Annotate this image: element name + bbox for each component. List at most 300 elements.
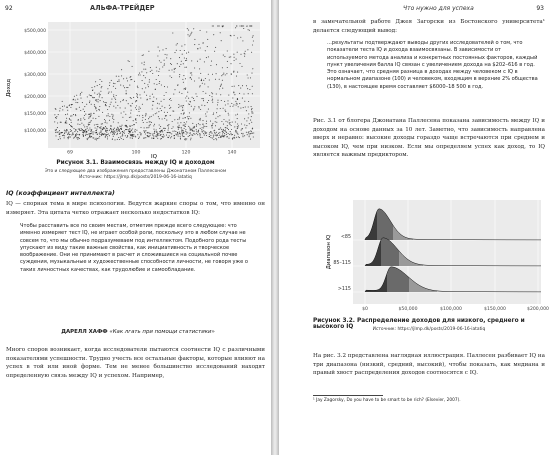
scatter-point — [149, 135, 150, 136]
scatter-point — [143, 122, 144, 123]
scatter-point — [184, 128, 185, 129]
scatter-point — [167, 112, 168, 113]
scatter-point — [109, 85, 110, 86]
scatter-point — [193, 127, 194, 128]
scatter-point — [228, 95, 229, 96]
scatter-point — [156, 134, 157, 135]
scatter-point — [100, 94, 101, 95]
scatter-point — [174, 71, 175, 72]
scatter-point — [174, 130, 175, 131]
scatter-point — [201, 129, 202, 130]
scatter-point — [84, 126, 85, 127]
scatter-point — [160, 108, 161, 109]
scatter-point — [190, 101, 191, 102]
scatter-point — [237, 114, 238, 115]
left-quote-block: Чтобы расставить все по своим местам, отметим прежде всего следующее: что именно измеряет тест IQ, не играет особой роли, поскольку это в любом случае не совсем то, что мы обычно подразумеваем под интеллектом. Подобного рода тесты упускают из виду такие важные свойства, как инициативность и творческое воображение. Они не принимают в расчет и сложившиеся на социальной почве суждения, музыкальные и художественные способности личности, не говоря уже о таких личностных качествах, как трудолюбие и самообладание. — [20, 223, 248, 273]
scatter-point — [248, 101, 249, 102]
scatter-point — [252, 44, 253, 45]
scatter-point — [236, 76, 237, 77]
scatter-point — [159, 68, 160, 69]
scatter-point — [123, 139, 124, 140]
scatter-point — [179, 76, 180, 77]
scatter-point — [215, 125, 216, 126]
scatter-point — [96, 101, 97, 102]
scatter-point — [200, 47, 201, 48]
scatter-point — [136, 105, 137, 106]
scatter-point — [109, 106, 110, 107]
scatter-point — [152, 73, 153, 74]
scatter-point — [160, 62, 161, 63]
scatter-point — [122, 135, 123, 136]
scatter-point — [57, 127, 58, 128]
scatter-point — [204, 61, 205, 62]
scatter-point — [191, 79, 192, 80]
scatter-point — [227, 67, 228, 68]
scatter-point — [144, 127, 145, 128]
scatter-point — [139, 132, 140, 133]
scatter-point — [228, 114, 229, 115]
scatter-point — [102, 129, 103, 130]
scatter-point — [145, 114, 146, 115]
scatter-point — [238, 125, 239, 126]
scatter-point — [145, 69, 146, 70]
scatter-point — [128, 133, 129, 134]
scatter-point — [203, 126, 204, 127]
scatter-point — [185, 131, 186, 132]
scatter-point — [202, 43, 203, 44]
scatter-point — [133, 120, 134, 121]
scatter-point — [128, 129, 129, 130]
scatter-point — [200, 73, 201, 74]
scatter-point — [194, 134, 195, 135]
scatter-point — [159, 50, 160, 51]
scatter-point — [75, 99, 76, 100]
scatter-point — [198, 123, 199, 124]
scatter-point — [95, 139, 96, 140]
scatter-point — [232, 86, 233, 87]
scatter-point — [138, 111, 139, 112]
scatter-point — [151, 122, 152, 123]
scatter-point — [148, 86, 149, 87]
scatter-point — [58, 139, 59, 140]
scatter-point — [59, 110, 60, 111]
scatter-point — [229, 122, 230, 123]
scatter-point — [182, 134, 183, 135]
scatter-point — [241, 133, 242, 134]
scatter-point — [231, 103, 232, 104]
scatter-point — [235, 114, 236, 115]
scatter-point — [123, 111, 124, 112]
scatter-point — [180, 122, 181, 123]
scatter-point — [199, 68, 200, 69]
scatter-point — [158, 116, 159, 117]
scatter-point — [79, 130, 80, 131]
scatter-point — [206, 132, 207, 133]
y-tick-label: $300,000 — [24, 72, 46, 78]
scatter-point — [189, 127, 190, 128]
scatter-point — [159, 60, 160, 61]
scatter-point — [223, 130, 224, 131]
scatter-point — [127, 135, 128, 136]
scatter-point — [78, 119, 79, 120]
scatter-point — [178, 104, 179, 105]
density-chart — [325, 196, 549, 316]
scatter-point — [129, 117, 130, 118]
scatter-point — [200, 30, 201, 31]
scatter-point — [143, 69, 144, 70]
y-tick-label: $500,000 — [24, 28, 46, 34]
scatter-point — [111, 102, 112, 103]
scatter-point — [138, 74, 139, 75]
scatter-point — [65, 130, 66, 131]
scatter-point — [56, 118, 57, 119]
scatter-point — [127, 87, 128, 88]
scatter-point — [140, 97, 141, 98]
scatter-point — [226, 134, 227, 135]
scatter-point — [109, 135, 110, 136]
scatter-point — [188, 30, 189, 31]
scatter-point — [212, 100, 213, 101]
scatter-point — [171, 133, 172, 134]
scatter-point — [230, 63, 231, 64]
scatter-point — [131, 79, 132, 80]
scatter-point — [206, 123, 207, 124]
scatter-point — [102, 123, 103, 124]
scatter-point — [106, 115, 107, 116]
scatter-point — [154, 131, 155, 132]
scatter-point — [121, 138, 122, 139]
scatter-point — [135, 107, 136, 108]
scatter-point — [234, 135, 235, 136]
scatter-point — [117, 131, 118, 132]
scatter-point — [145, 119, 146, 120]
scatter-point — [89, 135, 90, 136]
scatter-point — [233, 92, 234, 93]
x-tick-label: $0 — [362, 307, 368, 312]
scatter-point — [156, 79, 157, 80]
scatter-point — [216, 122, 217, 123]
scatter-point — [71, 104, 72, 105]
scatter-point — [67, 114, 68, 115]
scatter-point — [175, 134, 176, 135]
scatter-point — [154, 124, 155, 125]
scatter-point — [219, 115, 220, 116]
scatter-point — [203, 130, 204, 131]
scatter-point — [236, 103, 237, 104]
scatter-point — [212, 102, 213, 103]
scatter-point — [200, 85, 201, 86]
scatter-point — [229, 57, 230, 58]
scatter-point — [71, 130, 72, 131]
scatter-point — [182, 79, 183, 80]
scatter-point — [73, 138, 74, 139]
scatter-point — [61, 132, 62, 133]
scatter-point — [249, 89, 250, 90]
scatter-point — [196, 124, 197, 125]
scatter-point — [191, 106, 192, 107]
scatter-point — [184, 136, 185, 137]
scatter-point — [227, 125, 228, 126]
scatter-point — [183, 88, 184, 89]
scatter-point — [175, 131, 176, 132]
scatter-point — [208, 74, 209, 75]
scatter-point — [137, 134, 138, 135]
scatter-point — [98, 101, 99, 102]
scatter-point — [205, 133, 206, 134]
scatter-point — [99, 79, 100, 80]
scatter-point — [216, 112, 217, 113]
scatter-point — [194, 126, 195, 127]
scatter-point — [245, 127, 246, 128]
scatter-point — [152, 108, 153, 109]
scatter-point — [193, 98, 194, 99]
scatter-point — [114, 128, 115, 129]
scatter-point — [180, 64, 181, 65]
scatter-point — [177, 126, 178, 127]
scatter-point — [105, 136, 106, 137]
scatter-point — [147, 84, 148, 85]
scatter-point — [176, 50, 177, 51]
scatter-point — [183, 75, 184, 76]
scatter-point — [83, 136, 84, 137]
scatter-point — [245, 51, 246, 52]
scatter-point — [80, 118, 81, 119]
scatter-point — [203, 100, 204, 101]
scatter-point — [129, 131, 130, 132]
scatter-point — [176, 44, 177, 45]
scatter-point — [94, 124, 95, 125]
x-tick-label: 120 — [181, 150, 191, 156]
scatter-point — [92, 131, 93, 132]
scatter-point — [174, 138, 175, 139]
scatter-point — [119, 139, 120, 140]
scatter-point — [179, 118, 180, 119]
scatter-point — [180, 50, 181, 51]
scatter-point — [228, 113, 229, 114]
scatter-point — [71, 134, 72, 135]
scatter-point — [69, 118, 70, 119]
scatter-point — [222, 74, 223, 75]
scatter-point — [112, 116, 113, 117]
scatter-point — [121, 126, 122, 127]
scatter-point — [112, 138, 113, 139]
scatter-point — [93, 113, 94, 114]
scatter-point — [253, 136, 254, 137]
scatter-point — [70, 129, 71, 130]
scatter-point — [168, 137, 169, 138]
scatter-point — [157, 55, 158, 56]
scatter-point — [135, 129, 136, 130]
scatter-point — [242, 136, 243, 137]
scatter-point — [190, 77, 191, 78]
scatter-point — [135, 131, 136, 132]
scatter-point — [92, 90, 93, 91]
scatter-point — [91, 104, 92, 105]
scatter-point — [194, 80, 195, 81]
scatter-point — [169, 108, 170, 109]
scatter-point — [118, 128, 119, 129]
scatter-point — [84, 115, 85, 116]
scatter-point — [66, 120, 67, 121]
scatter-point — [161, 138, 162, 139]
scatter-point — [123, 78, 124, 79]
scatter-point — [68, 131, 69, 132]
scatter-point — [138, 138, 139, 139]
scatter-point — [76, 95, 77, 96]
scatter-point — [129, 128, 130, 129]
scatter-point — [209, 136, 210, 137]
scatter-point — [190, 118, 191, 119]
scatter-point — [172, 131, 173, 132]
scatter-point — [80, 95, 81, 96]
scatter-point — [145, 115, 146, 116]
scatter-point — [106, 132, 107, 133]
scatter-point — [135, 136, 136, 137]
scatter-point — [181, 129, 182, 130]
scatter-point — [213, 136, 214, 137]
scatter-point — [121, 129, 122, 130]
figure2-source: Источник: https://jlmp.dk/posts/2019-06-16-iatatiq — [372, 327, 486, 332]
scatter-point — [212, 127, 213, 128]
scatter-point — [158, 111, 159, 112]
scatter-point — [105, 129, 106, 130]
scatter-point — [77, 139, 78, 140]
category-label: >115 — [337, 287, 351, 292]
scatter-point — [244, 53, 245, 54]
scatter-point — [153, 135, 154, 136]
scatter-point — [103, 128, 104, 129]
scatter-point — [194, 106, 195, 107]
scatter-point — [191, 32, 192, 33]
scatter-point — [166, 135, 167, 136]
scatter-point — [190, 139, 191, 140]
scatter-point — [113, 131, 114, 132]
scatter-point — [60, 138, 61, 139]
scatter-point — [60, 108, 61, 109]
scatter-point — [131, 110, 132, 111]
scatter-point — [93, 131, 94, 132]
scatter-point — [126, 129, 127, 130]
scatter-point — [81, 130, 82, 131]
scatter-point — [170, 63, 171, 64]
scatter-point — [156, 129, 157, 130]
scatter-point — [171, 128, 172, 129]
scatter-point — [140, 134, 141, 135]
scatter-point — [233, 104, 234, 105]
scatter-point — [142, 117, 143, 118]
scatter-point — [243, 28, 244, 29]
scatter-point — [207, 102, 208, 103]
scatter-point — [178, 136, 179, 137]
scatter-point — [227, 100, 228, 101]
scatter-point — [149, 82, 150, 83]
scatter-point — [70, 131, 71, 132]
scatter-point — [117, 105, 118, 106]
scatter-point — [149, 136, 150, 137]
scatter-point — [105, 104, 106, 105]
scatter-point — [132, 125, 133, 126]
scatter-point — [115, 88, 116, 89]
scatter-point — [148, 51, 149, 52]
scatter-point — [172, 121, 173, 122]
scatter-point — [199, 86, 200, 87]
scatter-point — [152, 101, 153, 102]
scatter-point — [169, 75, 170, 76]
scatter-point — [216, 139, 217, 140]
scatter-point — [76, 137, 77, 138]
scatter-point — [132, 128, 133, 129]
scatter-point — [100, 132, 101, 133]
scatter-point — [171, 77, 172, 78]
scatter-point — [238, 85, 239, 86]
scatter-point — [237, 127, 238, 128]
scatter-point — [64, 137, 65, 138]
scatter-point — [209, 132, 210, 133]
scatter-point — [180, 136, 181, 137]
scatter-point — [231, 129, 232, 130]
scatter-point — [123, 85, 124, 86]
scatter-point — [186, 100, 187, 101]
scatter-point — [251, 52, 252, 53]
scatter-point — [213, 113, 214, 114]
scatter-point — [65, 122, 66, 123]
scatter-point — [222, 136, 223, 137]
quote-book-title: «Как лгать при помощи статистики» — [109, 329, 215, 335]
scatter-point — [80, 93, 81, 94]
scatter-point — [163, 136, 164, 137]
scatter-point — [55, 130, 56, 131]
scatter-point — [191, 74, 192, 75]
scatter-point — [89, 94, 90, 95]
scatter-point — [114, 98, 115, 99]
scatter-point — [203, 127, 204, 128]
scatter-point — [85, 134, 86, 135]
scatter-point — [96, 110, 97, 111]
scatter-point — [69, 105, 70, 106]
scatter-point — [100, 126, 101, 127]
scatter-point — [244, 124, 245, 125]
scatter-point — [179, 125, 180, 126]
scatter-point — [200, 118, 201, 119]
scatter-point — [105, 126, 106, 127]
scatter-point — [205, 113, 206, 114]
scatter-point — [194, 131, 195, 132]
footnote: ¹ Jay Zagorsky, Do you have to be smart to be rich? (Elsevier, 2007). — [313, 398, 461, 403]
scatter-point — [234, 35, 235, 36]
scatter-point — [107, 136, 108, 137]
scatter-point — [204, 126, 205, 127]
scatter-point — [67, 137, 68, 138]
scatter-point — [250, 139, 251, 140]
scatter-point — [148, 118, 149, 119]
scatter-point — [62, 109, 63, 110]
scatter-point — [129, 126, 130, 127]
section-heading-iq: IQ (коэффициент интеллекта) — [6, 190, 115, 197]
scatter-point — [193, 131, 194, 132]
scatter-point — [90, 133, 91, 134]
scatter-point — [119, 126, 120, 127]
scatter-point — [105, 122, 106, 123]
scatter-point — [160, 135, 161, 136]
scatter-point — [119, 130, 120, 131]
scatter-point — [211, 61, 212, 62]
scatter-point — [206, 31, 207, 32]
scatter-point — [186, 60, 187, 61]
scatter-point — [91, 95, 92, 96]
scatter-point — [199, 107, 200, 108]
scatter-point — [230, 35, 231, 36]
scatter-point — [106, 135, 107, 136]
